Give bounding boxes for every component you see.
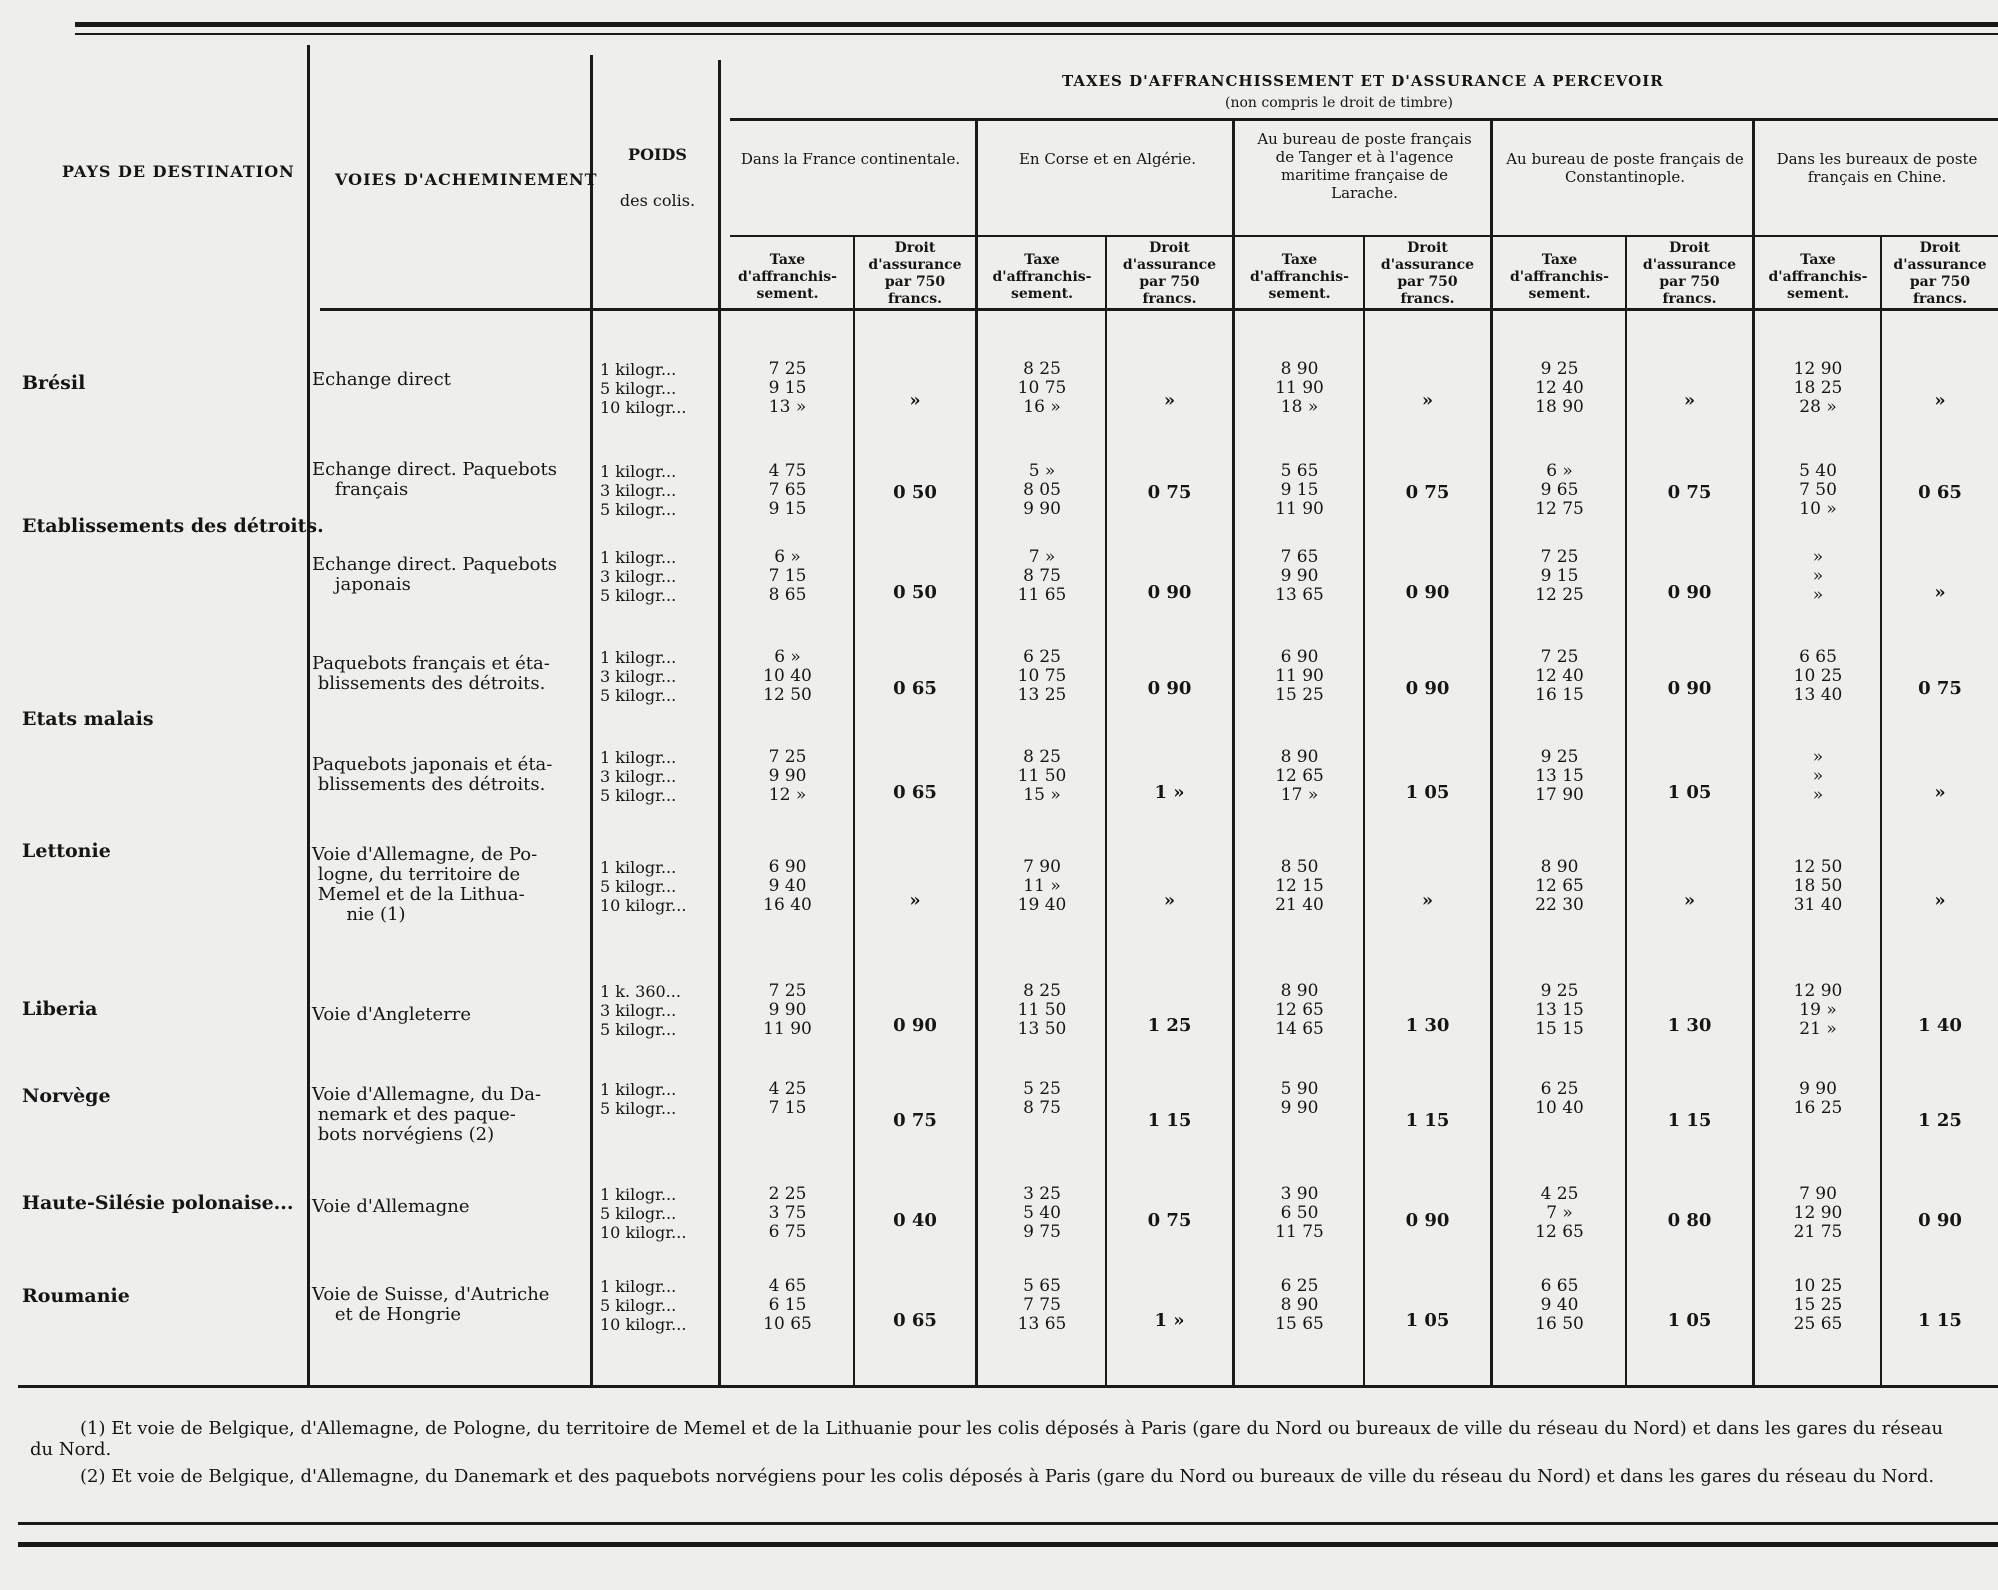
route-9: Voie de Suisse, d'Autriche et de Hongrie	[312, 1284, 550, 1325]
tax-values-8-4: 7 90 12 90 21 75	[1793, 1184, 1843, 1242]
insurance-value-9-0: 0 65	[893, 1310, 937, 1331]
tax-values-4-2: 8 90 12 65 17 »	[1275, 747, 1324, 805]
tax-values-1-4: 5 40 7 50 10 »	[1799, 461, 1837, 519]
country-0: Brésil	[22, 372, 86, 394]
tax-values-1-3: 6 » 9 65 12 75	[1535, 461, 1584, 519]
weights-9: 1 kilogr... 5 kilogr... 10 kilogr...	[600, 1277, 687, 1334]
insurance-value-4-0: 0 65	[893, 782, 937, 803]
tax-values-8-2: 3 90 6 50 11 75	[1275, 1184, 1324, 1242]
insurance-subheader-2: Droit d'assurance par 750 francs.	[1380, 240, 1475, 307]
tax-values-3-1: 6 25 10 75 13 25	[1017, 647, 1067, 705]
destination-header-0: Dans la France continentale.	[740, 150, 961, 168]
insurance-value-3-4: 0 75	[1918, 678, 1962, 699]
insurance-value-7-3: 1 15	[1667, 1110, 1712, 1131]
col-line-5	[1232, 120, 1235, 1385]
weights-3: 1 kilogr... 3 kilogr... 5 kilogr...	[600, 648, 677, 705]
tax-values-1-1: 5 » 8 05 9 90	[1023, 461, 1061, 519]
insurance-value-6-1: 1 25	[1147, 1015, 1192, 1036]
col-line-2	[590, 55, 593, 1385]
tax-values-4-1: 8 25 11 50 15 »	[1017, 747, 1067, 805]
weights-8: 1 kilogr... 5 kilogr... 10 kilogr...	[600, 1185, 687, 1242]
insurance-value-7-0: 0 75	[893, 1110, 937, 1131]
tax-values-2-2: 7 65 9 90 13 65	[1275, 547, 1324, 605]
tax-values-3-2: 6 90 11 90 15 25	[1275, 647, 1324, 705]
insurance-value-1-4: 0 65	[1918, 482, 1962, 503]
route-8: Voie d'Allemagne	[312, 1196, 470, 1217]
insurance-value-5-4: »	[1934, 890, 1946, 911]
insurance-value-9-4: 1 15	[1918, 1310, 1962, 1331]
col-line-1	[307, 45, 310, 1385]
insurance-value-5-3: »	[1683, 890, 1696, 911]
insurance-value-7-2: 1 15	[1405, 1110, 1450, 1131]
tax-values-1-2: 5 65 9 15 11 90	[1275, 461, 1324, 519]
route-1: Echange direct. Paquebots français	[312, 459, 557, 500]
taxes-title: TAXES D'AFFRANCHISSEMENT ET D'ASSURANCE A PERCEVOIR	[1062, 72, 1664, 90]
country-5: Lettonie	[22, 840, 111, 862]
insurance-value-3-1: 0 90	[1147, 678, 1192, 699]
tax-values-2-0: 6 » 7 15 8 65	[768, 547, 807, 605]
tax-subheader-1: Taxe d'affranchis- sement.	[992, 252, 1092, 302]
route-0: Echange direct	[312, 369, 451, 390]
route-4: Paquebots japonais et éta- blissements des détroits.	[312, 754, 553, 795]
taxes-subtitle: (non compris le droit de timbre)	[1225, 95, 1454, 111]
insurance-value-8-1: 0 75	[1147, 1210, 1192, 1231]
tax-values-6-1: 8 25 11 50 13 50	[1017, 981, 1067, 1039]
country-9: Roumanie	[22, 1285, 130, 1307]
tax-values-9-3: 6 65 9 40 16 50	[1535, 1276, 1584, 1334]
insurance-value-0-2: »	[1421, 390, 1434, 411]
insurance-value-7-4: 1 25	[1918, 1110, 1962, 1131]
insurance-value-3-0: 0 65	[893, 678, 937, 699]
tax-values-3-3: 7 25 12 40 16 15	[1535, 647, 1584, 705]
weight-column-header	[600, 145, 715, 211]
route-2: Echange direct. Paquebots japonais	[312, 554, 557, 595]
tax-values-9-0: 4 65 6 15 10 65	[763, 1276, 812, 1334]
tax-values-2-4: » » »	[1812, 547, 1824, 605]
route-column-header: VOIES D'ACHEMINEMENT	[335, 170, 598, 189]
tax-values-0-3: 9 25 12 40 18 90	[1535, 359, 1584, 417]
weights-5: 1 kilogr... 5 kilogr... 10 kilogr...	[600, 858, 687, 915]
insurance-value-8-4: 0 90	[1918, 1210, 1962, 1231]
tax-values-5-0: 6 90 9 40 16 40	[763, 857, 812, 915]
insurance-value-4-4: »	[1934, 782, 1946, 803]
insurance-value-0-4: »	[1934, 390, 1946, 411]
tax-values-3-0: 6 » 10 40 12 50	[763, 647, 812, 705]
tax-values-6-0: 7 25 9 90 11 90	[763, 981, 812, 1039]
route-3: Paquebots français et éta- blissements des détroits.	[312, 653, 550, 694]
insurance-subheader-1: Droit d'assurance par 750 francs.	[1122, 240, 1217, 307]
insurance-value-1-3: 0 75	[1667, 482, 1712, 503]
tax-values-4-0: 7 25 9 90 12 »	[768, 747, 807, 805]
weight-header-line2: des colis.	[619, 191, 696, 210]
insurance-value-1-0: 0 50	[893, 482, 937, 503]
tax-subheader-0: Taxe d'affranchis- sement.	[738, 252, 837, 302]
insurance-value-2-0: 0 50	[893, 582, 937, 603]
taxes-header-rule	[730, 118, 1998, 121]
tax-values-9-2: 6 25 8 90 15 65	[1275, 1276, 1324, 1334]
insurance-value-9-2: 1 05	[1405, 1310, 1450, 1331]
tax-values-5-2: 8 50 12 15 21 40	[1275, 857, 1324, 915]
tax-values-5-4: 12 50 18 50 31 40	[1793, 857, 1843, 915]
col-line-4	[975, 120, 978, 1385]
tax-values-0-0: 7 25 9 15 13 »	[768, 359, 807, 417]
insurance-value-4-1: 1 »	[1154, 782, 1185, 803]
insurance-subheader-0: Droit d'assurance par 750 francs.	[868, 240, 962, 307]
col-line-6	[1490, 120, 1493, 1385]
insurance-value-0-3: »	[1683, 390, 1696, 411]
tax-values-7-2: 5 90 9 90	[1280, 1079, 1319, 1118]
insurance-value-7-1: 1 15	[1147, 1110, 1192, 1131]
weights-4: 1 kilogr... 3 kilogr... 5 kilogr...	[600, 748, 677, 805]
route-6: Voie d'Angleterre	[312, 1004, 472, 1025]
insurance-value-3-3: 0 90	[1667, 678, 1712, 699]
tax-values-7-0: 4 25 7 15	[768, 1079, 807, 1118]
insurance-value-2-2: 0 90	[1405, 582, 1450, 603]
insurance-subheader-4: Droit d'assurance par 750 francs.	[1893, 240, 1987, 307]
tax-subheader-3: Taxe d'affranchis- sement.	[1510, 252, 1609, 302]
country-6: Liberia	[22, 998, 98, 1020]
country-8: Haute-Silésie polonaise...	[22, 1192, 294, 1214]
top-rule	[75, 22, 1998, 27]
tax-values-1-0: 4 75 7 65 9 15	[768, 461, 807, 519]
country-column-header: PAYS DE DESTINATION	[62, 162, 295, 181]
insurance-value-2-4: »	[1934, 582, 1946, 603]
page-bottom-rule	[18, 1522, 1998, 1525]
tax-values-2-1: 7 » 8 75 11 65	[1017, 547, 1067, 605]
insurance-value-2-3: 0 90	[1667, 582, 1712, 603]
weights-0: 1 kilogr... 5 kilogr... 10 kilogr...	[600, 360, 687, 417]
destination-header-2: Au bureau de poste français de Tanger et à l'agence maritime française de Larache.	[1257, 130, 1472, 202]
insurance-value-6-2: 1 30	[1405, 1015, 1450, 1036]
insurance-value-5-0: »	[909, 890, 921, 911]
weights-1: 1 kilogr... 3 kilogr... 5 kilogr...	[600, 462, 677, 519]
tax-values-8-1: 3 25 5 40 9 75	[1023, 1184, 1061, 1242]
insurance-value-1-1: 0 75	[1147, 482, 1192, 503]
insurance-value-4-3: 1 05	[1667, 782, 1712, 803]
insurance-value-6-0: 0 90	[893, 1015, 937, 1036]
table-bottom-rule	[18, 1385, 1998, 1388]
insurance-value-5-1: »	[1163, 890, 1176, 911]
weights-6: 1 k. 360... 3 kilogr... 5 kilogr...	[600, 982, 681, 1039]
insurance-value-8-3: 0 80	[1667, 1210, 1712, 1231]
insurance-value-3-2: 0 90	[1405, 678, 1450, 699]
destination-header-1: En Corse et en Algérie.	[1018, 150, 1197, 168]
tax-values-6-3: 9 25 13 15 15 15	[1535, 981, 1584, 1039]
insurance-value-2-1: 0 90	[1147, 582, 1192, 603]
tax-values-5-3: 8 90 12 65 22 30	[1535, 857, 1584, 915]
route-5: Voie d'Allemagne, de Po- logne, du territoire de Memel et de la Lithua- nie (1)	[312, 844, 538, 925]
page-bottom-rule-thick	[18, 1542, 1998, 1547]
tax-values-7-3: 6 25 10 40	[1535, 1079, 1584, 1118]
insurance-value-0-0: »	[909, 390, 921, 411]
insurance-value-0-1: »	[1163, 390, 1176, 411]
tax-values-2-3: 7 25 9 15 12 25	[1535, 547, 1584, 605]
insurance-value-9-3: 1 05	[1667, 1310, 1712, 1331]
destination-header-4: Dans les bureaux de poste français en Chine.	[1776, 150, 1978, 186]
tax-values-0-4: 12 90 18 25 28 »	[1793, 359, 1843, 417]
footnote-1: (1) Et voie de Belgique, d'Allemagne, de Pologne, du territoire de Memel et de la Lithuanie pour les colis déposés à Paris (gare du Nord ou bureaux de ville du réseau du Nord) et dans les gares du réseau du Nord.	[30, 1418, 1944, 1460]
insurance-subheader-3: Droit d'assurance par 750 francs.	[1642, 240, 1737, 307]
tax-values-7-1: 5 25 8 75	[1023, 1079, 1061, 1118]
insurance-value-6-3: 1 30	[1667, 1015, 1712, 1036]
tax-values-3-4: 6 65 10 25 13 40	[1793, 647, 1843, 705]
tax-subheader-2: Taxe d'affranchis- sement.	[1250, 252, 1349, 302]
tax-values-9-4: 10 25 15 25 25 65	[1793, 1276, 1843, 1334]
weight-header-line1: POIDS	[628, 145, 687, 164]
tax-values-4-3: 9 25 13 15 17 90	[1535, 747, 1584, 805]
insurance-value-9-1: 1 »	[1154, 1310, 1185, 1331]
country-7: Norvège	[22, 1085, 111, 1107]
tax-subheader-4: Taxe d'affranchis- sement.	[1768, 252, 1868, 302]
tax-values-0-1: 8 25 10 75 16 »	[1017, 359, 1067, 417]
destination-header-3: Au bureau de poste français de Constantinople.	[1506, 150, 1744, 186]
country-3: Etats malais	[22, 708, 154, 730]
insurance-value-8-0: 0 40	[893, 1210, 937, 1231]
header-bottom-rule	[320, 308, 1998, 311]
insurance-value-6-4: 1 40	[1918, 1015, 1962, 1036]
tax-values-8-3: 4 25 7 » 12 65	[1535, 1184, 1584, 1242]
insurance-value-4-2: 1 05	[1405, 782, 1450, 803]
insurance-value-8-2: 0 90	[1405, 1210, 1450, 1231]
insurance-value-1-2: 0 75	[1405, 482, 1450, 503]
top-rule-thin	[75, 33, 1998, 35]
tax-values-4-4: » » »	[1812, 747, 1824, 805]
tax-values-0-2: 8 90 11 90 18 »	[1275, 359, 1324, 417]
tax-values-5-1: 7 90 11 » 19 40	[1017, 857, 1067, 915]
insurance-value-5-2: »	[1421, 890, 1434, 911]
tax-values-8-0: 2 25 3 75 6 75	[768, 1184, 807, 1242]
tax-values-6-2: 8 90 12 65 14 65	[1275, 981, 1324, 1039]
footnote-2: (2) Et voie de Belgique, d'Allemagne, du Danemark et des paquebots norvégiens pour les colis déposés à Paris (gare du Nord ou bureaux de ville du réseau du Nord) et dans les gares du réseau du Nord.	[80, 1466, 1935, 1487]
weights-2: 1 kilogr... 3 kilogr... 5 kilogr...	[600, 548, 677, 605]
route-7: Voie d'Allemagne, du Da- nemark et des paque- bots norvégiens (2)	[312, 1084, 542, 1145]
tax-values-6-4: 12 90 19 » 21 »	[1793, 981, 1843, 1039]
weights-7: 1 kilogr... 5 kilogr...	[600, 1080, 677, 1118]
col-line-3	[718, 60, 721, 1385]
country-1: Etablissements des détroits.	[22, 515, 324, 537]
tax-values-9-1: 5 65 7 75 13 65	[1017, 1276, 1067, 1334]
col-line-7	[1752, 120, 1755, 1385]
tax-values-7-4: 9 90 16 25	[1793, 1079, 1843, 1118]
